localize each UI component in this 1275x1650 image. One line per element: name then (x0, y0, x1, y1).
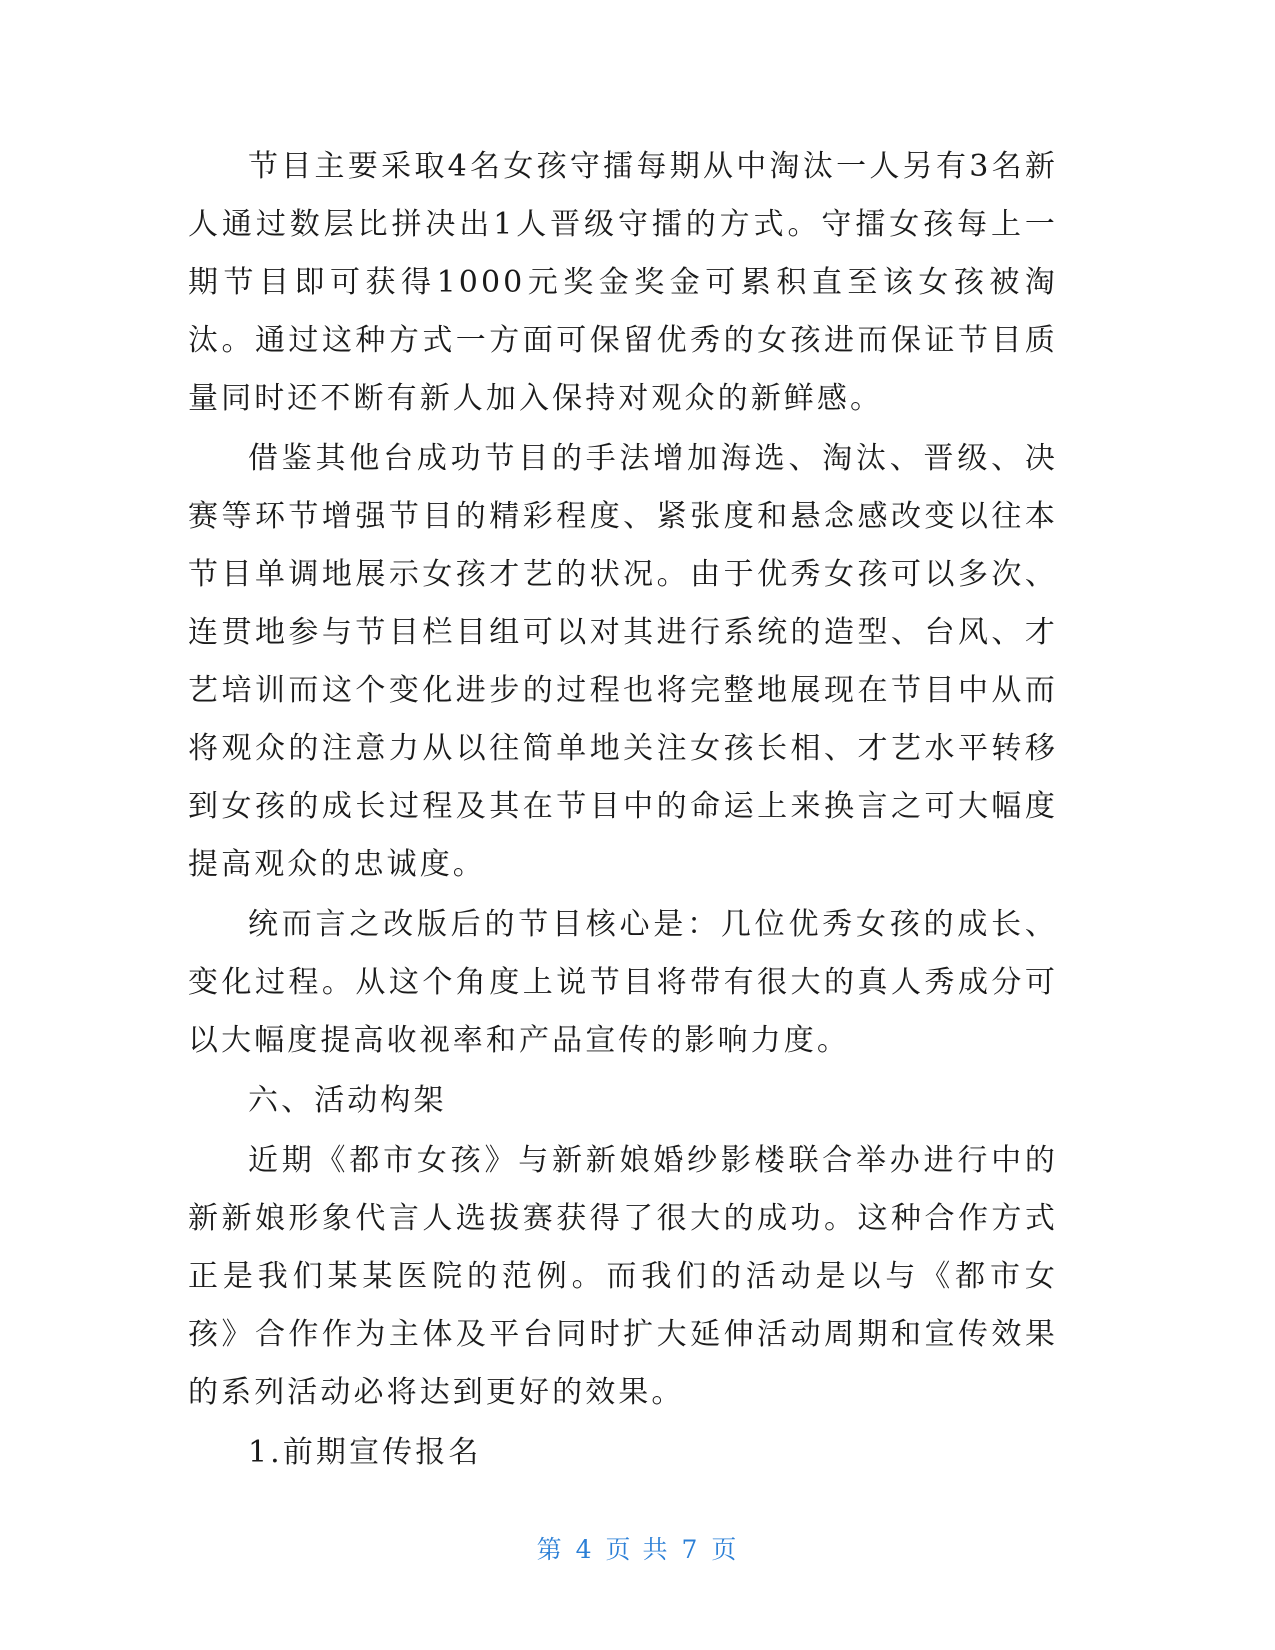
paragraph-format-rules: 节目主要采取4名女孩守擂每期从中淘汰一人另有3名新人通过数层比拼决出1人晋级守擂的方式。守擂女孩每上一期节目即可获得1000元奖金奖金可累积直至该女孩被淘汰。通过这种方式一方面可保留优秀的女孩进而保证节目质量同时还不断有新人加入保持对观众的新鲜感。 (188, 149, 1058, 416)
footer-suffix: 页 (711, 1535, 739, 1564)
paragraph-activity-framework: 近期《都市女孩》与新新娘婚纱影楼联合举办进行中的新新娘形象代言人选拔赛获得了很大的成功。这种合作方式正是我们某某医院的范例。而我们的活动是以与《都市女孩》合作作为主体及平台同时扩大延伸活动周期和宣传效果的系列活动必将达到更好的效果。 (188, 1143, 1058, 1410)
page-footer (0, 1530, 1275, 1566)
footer-total-pages: 7 (681, 1535, 700, 1564)
paragraph-program-core: 统而言之改版后的节目核心是：几位优秀女孩的成长、变化过程。从这个角度上说节目将带有很大的真人秀成分可以大幅度提高收视率和产品宣传的影响力度。 (188, 907, 1058, 1058)
section-heading: 六、活动构架 (248, 1083, 447, 1118)
footer-page-number: 4 (575, 1535, 594, 1564)
paragraph-program-segments: 借鉴其他台成功节目的手法增加海选、淘汰、晋级、决赛等环节增强节目的精彩程度、紧张度和悬念感改变以往本节目单调地展示女孩才艺的状况。由于优秀女孩可以多次、连贯地参与节目栏目组可以对其进行系统的造型、台风、才艺培训而这个变化进步的过程也将完整地展现在节目中从而将观众的注意力从以往简单地关注女孩长相、才艺水平转移到女孩的成长过程及其在节目中的命运上来换言之可大幅度提高观众的忠诚度。 (188, 441, 1058, 882)
footer-middle: 页 共 (605, 1535, 670, 1564)
subheading-registration: 1.前期宣传报名 (248, 1435, 482, 1470)
document-body (188, 138, 1058, 1484)
footer-prefix: 第 (536, 1535, 564, 1564)
